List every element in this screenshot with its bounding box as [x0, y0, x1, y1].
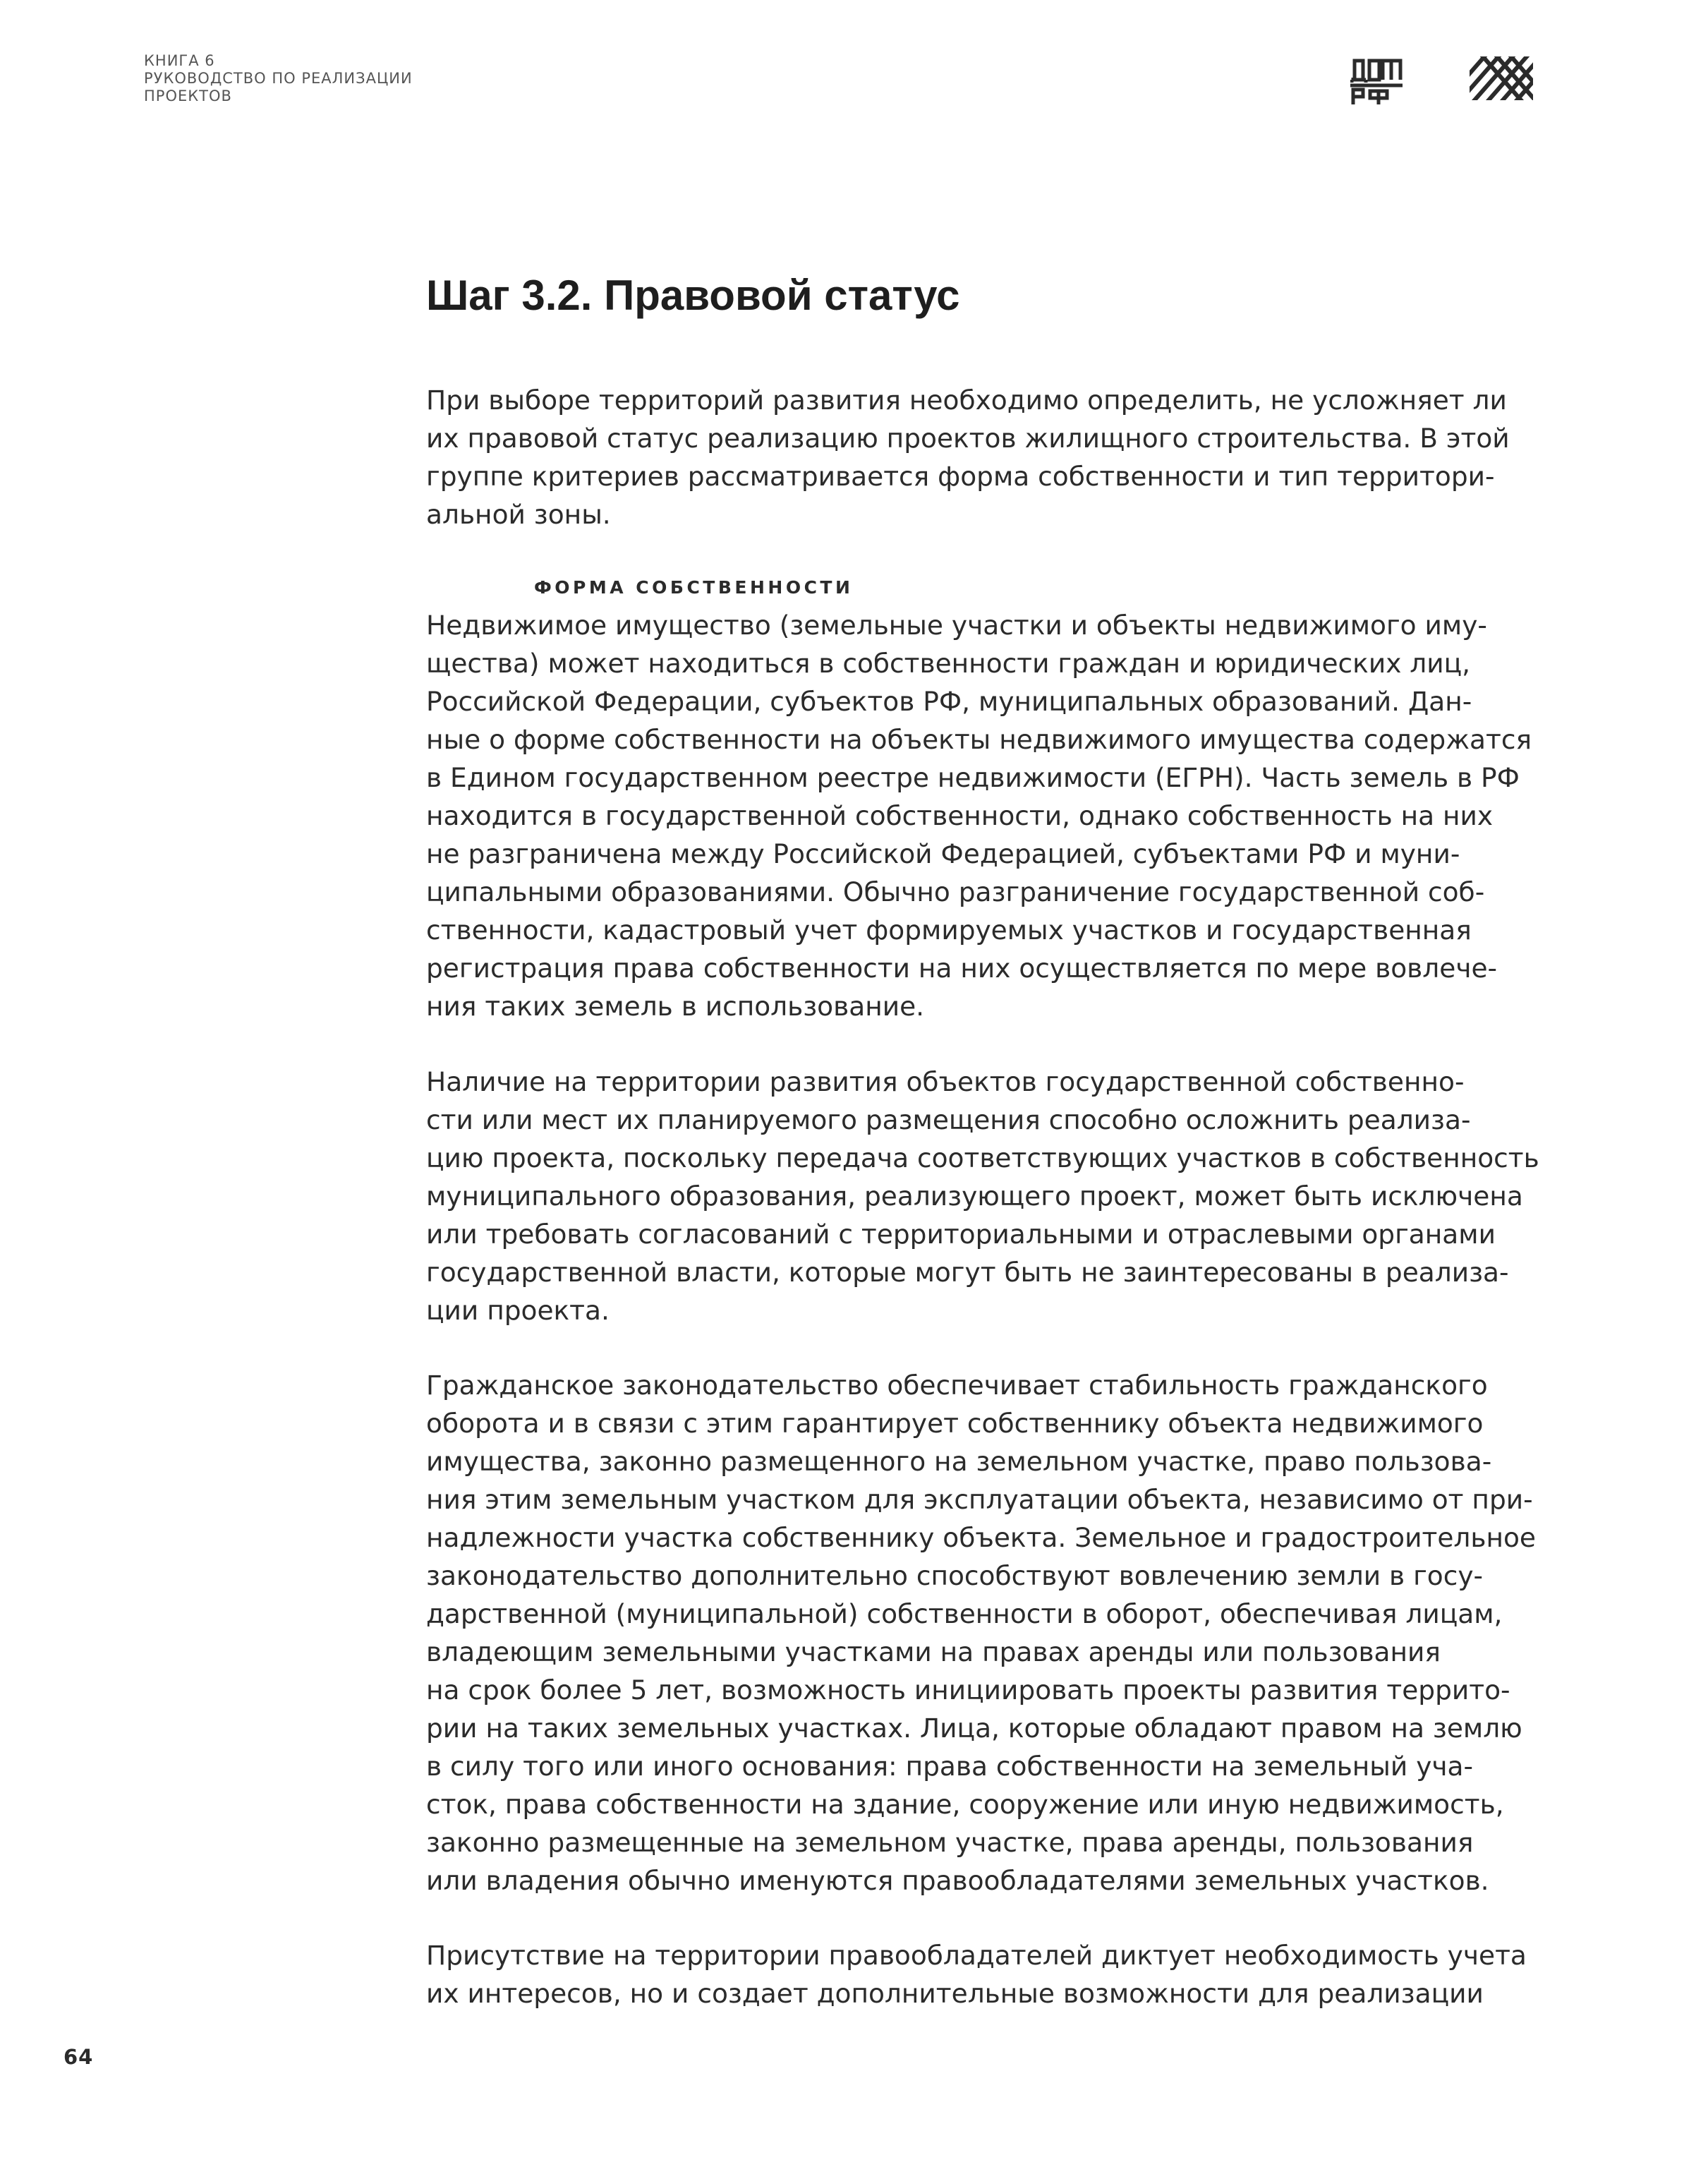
- text-line: При выборе территорий развития необходимо определить, не усложняет ли: [426, 385, 1507, 416]
- text-line: ственности, кадастровый учет формируемых участков и государственная: [426, 915, 1472, 946]
- running-header-line: КНИГА 6: [144, 52, 215, 69]
- text-line: их интересов, но и создает дополнительные возможности для реализации: [426, 1978, 1484, 2009]
- text-line: оборота и в связи с этим гарантирует собственнику объекта недвижимого: [426, 1408, 1484, 1439]
- text-line: регистрация права собственности на них осуществляется по мере вовлече-: [426, 953, 1498, 984]
- text-line: ния таких земель в использование.: [426, 991, 925, 1022]
- text-line: ции проекта.: [426, 1295, 610, 1326]
- text-line: муниципального образования, реализующего проект, может быть исключена: [426, 1181, 1523, 1212]
- text-line: не разграничена между Российской Федерацией, субъектами РФ и муни-: [426, 838, 1460, 869]
- text-line: или требовать согласований с территориальными и отраслевыми органами: [426, 1219, 1496, 1250]
- text-line: Российской Федерации, субъектов РФ, муниципальных образований. Дан-: [426, 686, 1472, 717]
- text-line: ные о форме собственности на объекты недвижимого имущества содержатся: [426, 724, 1532, 755]
- body-paragraph-2: [426, 1063, 1539, 1329]
- text-line: или владения обычно именуются правообладателями земельных участков.: [426, 1865, 1489, 1896]
- body-paragraph-4: [426, 1936, 1527, 2012]
- dom-rf-logo: [1350, 56, 1403, 106]
- intro-paragraph: [426, 381, 1510, 533]
- text-line: рии на таких земельных участках. Лица, которые обладают правом на землю: [426, 1713, 1522, 1744]
- body-paragraph-3: [426, 1366, 1536, 1900]
- running-header-line: РУКОВОДСТВО ПО РЕАЛИЗАЦИИ: [144, 70, 413, 87]
- text-line: в силу того или иного основания: права собственности на земельный уча-: [426, 1751, 1474, 1782]
- text-line: группе критериев рассматривается форма собственности и тип территори-: [426, 461, 1495, 492]
- running-header: [144, 52, 413, 105]
- text-line: их правовой статус реализацию проектов жилищного строительства. В этой: [426, 423, 1510, 454]
- text-line: дарственной (муниципальной) собственности в оборот, обеспечивая лицам,: [426, 1598, 1503, 1629]
- hatched-square-icon: [1470, 56, 1533, 100]
- text-line: сток, права собственности на здание, сооружение или иную недвижимость,: [426, 1789, 1504, 1820]
- text-line: находится в государственной собственности, однако собственность на них: [426, 800, 1494, 831]
- text-line: в Едином государственном реестре недвижимости (ЕГРН). Часть земель в РФ: [426, 762, 1520, 793]
- text-line: Гражданское законодательство обеспечивает стабильность гражданского: [426, 1370, 1488, 1401]
- text-line: законно размещенные на земельном участке, права аренды, пользования: [426, 1827, 1474, 1858]
- text-line: цию проекта, поскольку передача соответствующих участков в собственность: [426, 1142, 1539, 1173]
- running-header-line: ПРОЕКТОВ: [144, 87, 232, 104]
- text-line: государственной власти, которые могут быть не заинтересованы в реализа-: [426, 1257, 1509, 1288]
- text-line: имущества, законно размещенного на земельном участке, право пользова-: [426, 1446, 1492, 1477]
- text-line: на срок более 5 лет, возможность инициировать проекты развития террито-: [426, 1674, 1510, 1706]
- text-line: ципальными образованиями. Обычно разграничение государственной соб-: [426, 876, 1485, 907]
- text-line: Присутствие на территории правообладателей диктует необходимость учета: [426, 1940, 1527, 1971]
- page-number: 64: [63, 2045, 94, 2069]
- text-line: владеющим земельными участками на правах аренды или пользования: [426, 1636, 1441, 1667]
- text-line: Недвижимое имущество (земельные участки и объекты недвижимого иму-: [426, 610, 1487, 641]
- text-line: законодательство дополнительно способствуют вовлечению земли в госу-: [426, 1560, 1484, 1591]
- body-paragraph-1: [426, 606, 1532, 1025]
- text-line: щества) может находиться в собственности граждан и юридических лиц,: [426, 648, 1471, 679]
- text-line: альной зоны.: [426, 499, 611, 530]
- page-title: Шаг 3.2. Правовой статус: [426, 272, 960, 319]
- text-line: сти или мест их планируемого размещения способно осложнить реализа-: [426, 1104, 1471, 1135]
- text-line: ния этим земельным участком для эксплуатации объекта, независимо от при-: [426, 1484, 1533, 1515]
- text-line: Наличие на территории развития объектов государственной собственно-: [426, 1066, 1465, 1097]
- section-subheading: ФОРМА СОБСТВЕННОСТИ: [534, 577, 854, 598]
- text-line: надлежности участка собственнику объекта. Земельное и градостроительное: [426, 1522, 1536, 1553]
